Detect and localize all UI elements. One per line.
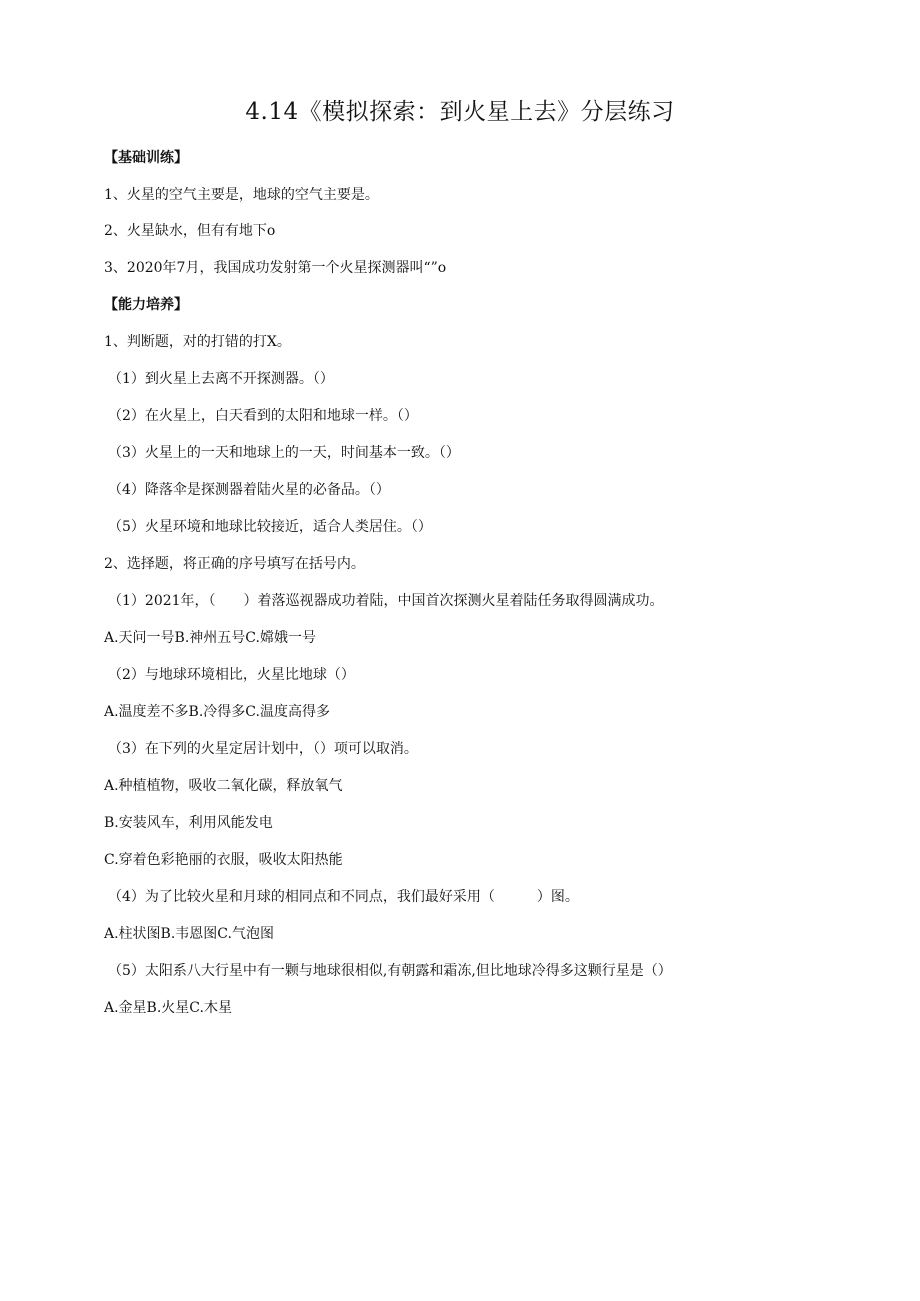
choice-option-3b: B.安装风车，利用风能发电 [104,815,273,831]
true-false-item-1: （1）到火星上去离不开探测器。（） [108,371,334,387]
true-false-item-3: （3）火星上的一天和地球上的一天，时间基本一致。（） [108,445,460,461]
basic-question-3: 3、2020年7月，我国成功发射第一个火星探测器叫“”o [104,260,447,276]
choice-option-3a: A.种植植物，吸收二氧化碳，释放氧气 [104,778,343,794]
page-title: 4.14《模拟探索：到火星上去》分层练习 [245,99,675,125]
true-false-item-4: （4）降落伞是探测器着陆火星的必备品。（） [108,482,390,498]
choice-options-4: A.柱状图B.韦恩图C.气泡图 [104,926,274,942]
true-false-item-5: （5）火星环境和地球比较接近，适合人类居住。（） [108,519,432,535]
choice-options-2: A.温度差不多B.冷得多C.温度高得多 [104,704,330,720]
choice-question-1: （1）2021年，（ ）着落巡视器成功着陆，中国首次探测火星着陆任务取得圆满成功。 [108,593,664,609]
choice-option-3c: C.穿着色彩艳丽的衣服，吸收太阳热能 [104,852,343,868]
basic-question-2: 2、火星缺水，但有有地下o [104,223,276,239]
choice-options-1: A.天问一号B.神州五号C.嫦娥一号 [104,630,316,646]
choice-question-4: （4）为了比较火星和月球的相同点和不同点，我们最好采用（ ）图。 [108,889,579,905]
choice-stem: 2、选择题，将正确的序号填写在括号内。 [104,556,365,572]
section-heading-ability: 【能力培养】 [104,297,188,313]
choice-question-5: （5）太阳系八大行星中有一颗与地球很相似,有朝露和霜冻,但比地球冷得多这颗行星是（） [108,963,672,979]
choice-question-2: （2）与地球环境相比，火星比地球（） [108,667,355,683]
choice-options-5: A.金星B.火星C.木星 [104,1000,232,1016]
choice-question-3: （3）在下列的火星定居计划中，（）项可以取消。 [108,741,418,757]
true-false-item-2: （2）在火星上，白天看到的太阳和地球一样。（） [108,408,418,424]
section-heading-basic: 【基础训练】 [104,150,188,166]
true-false-stem: 1、判断题，对的打错的打X。 [104,334,291,350]
basic-question-1: 1、火星的空气主要是，地球的空气主要是。 [104,187,379,203]
